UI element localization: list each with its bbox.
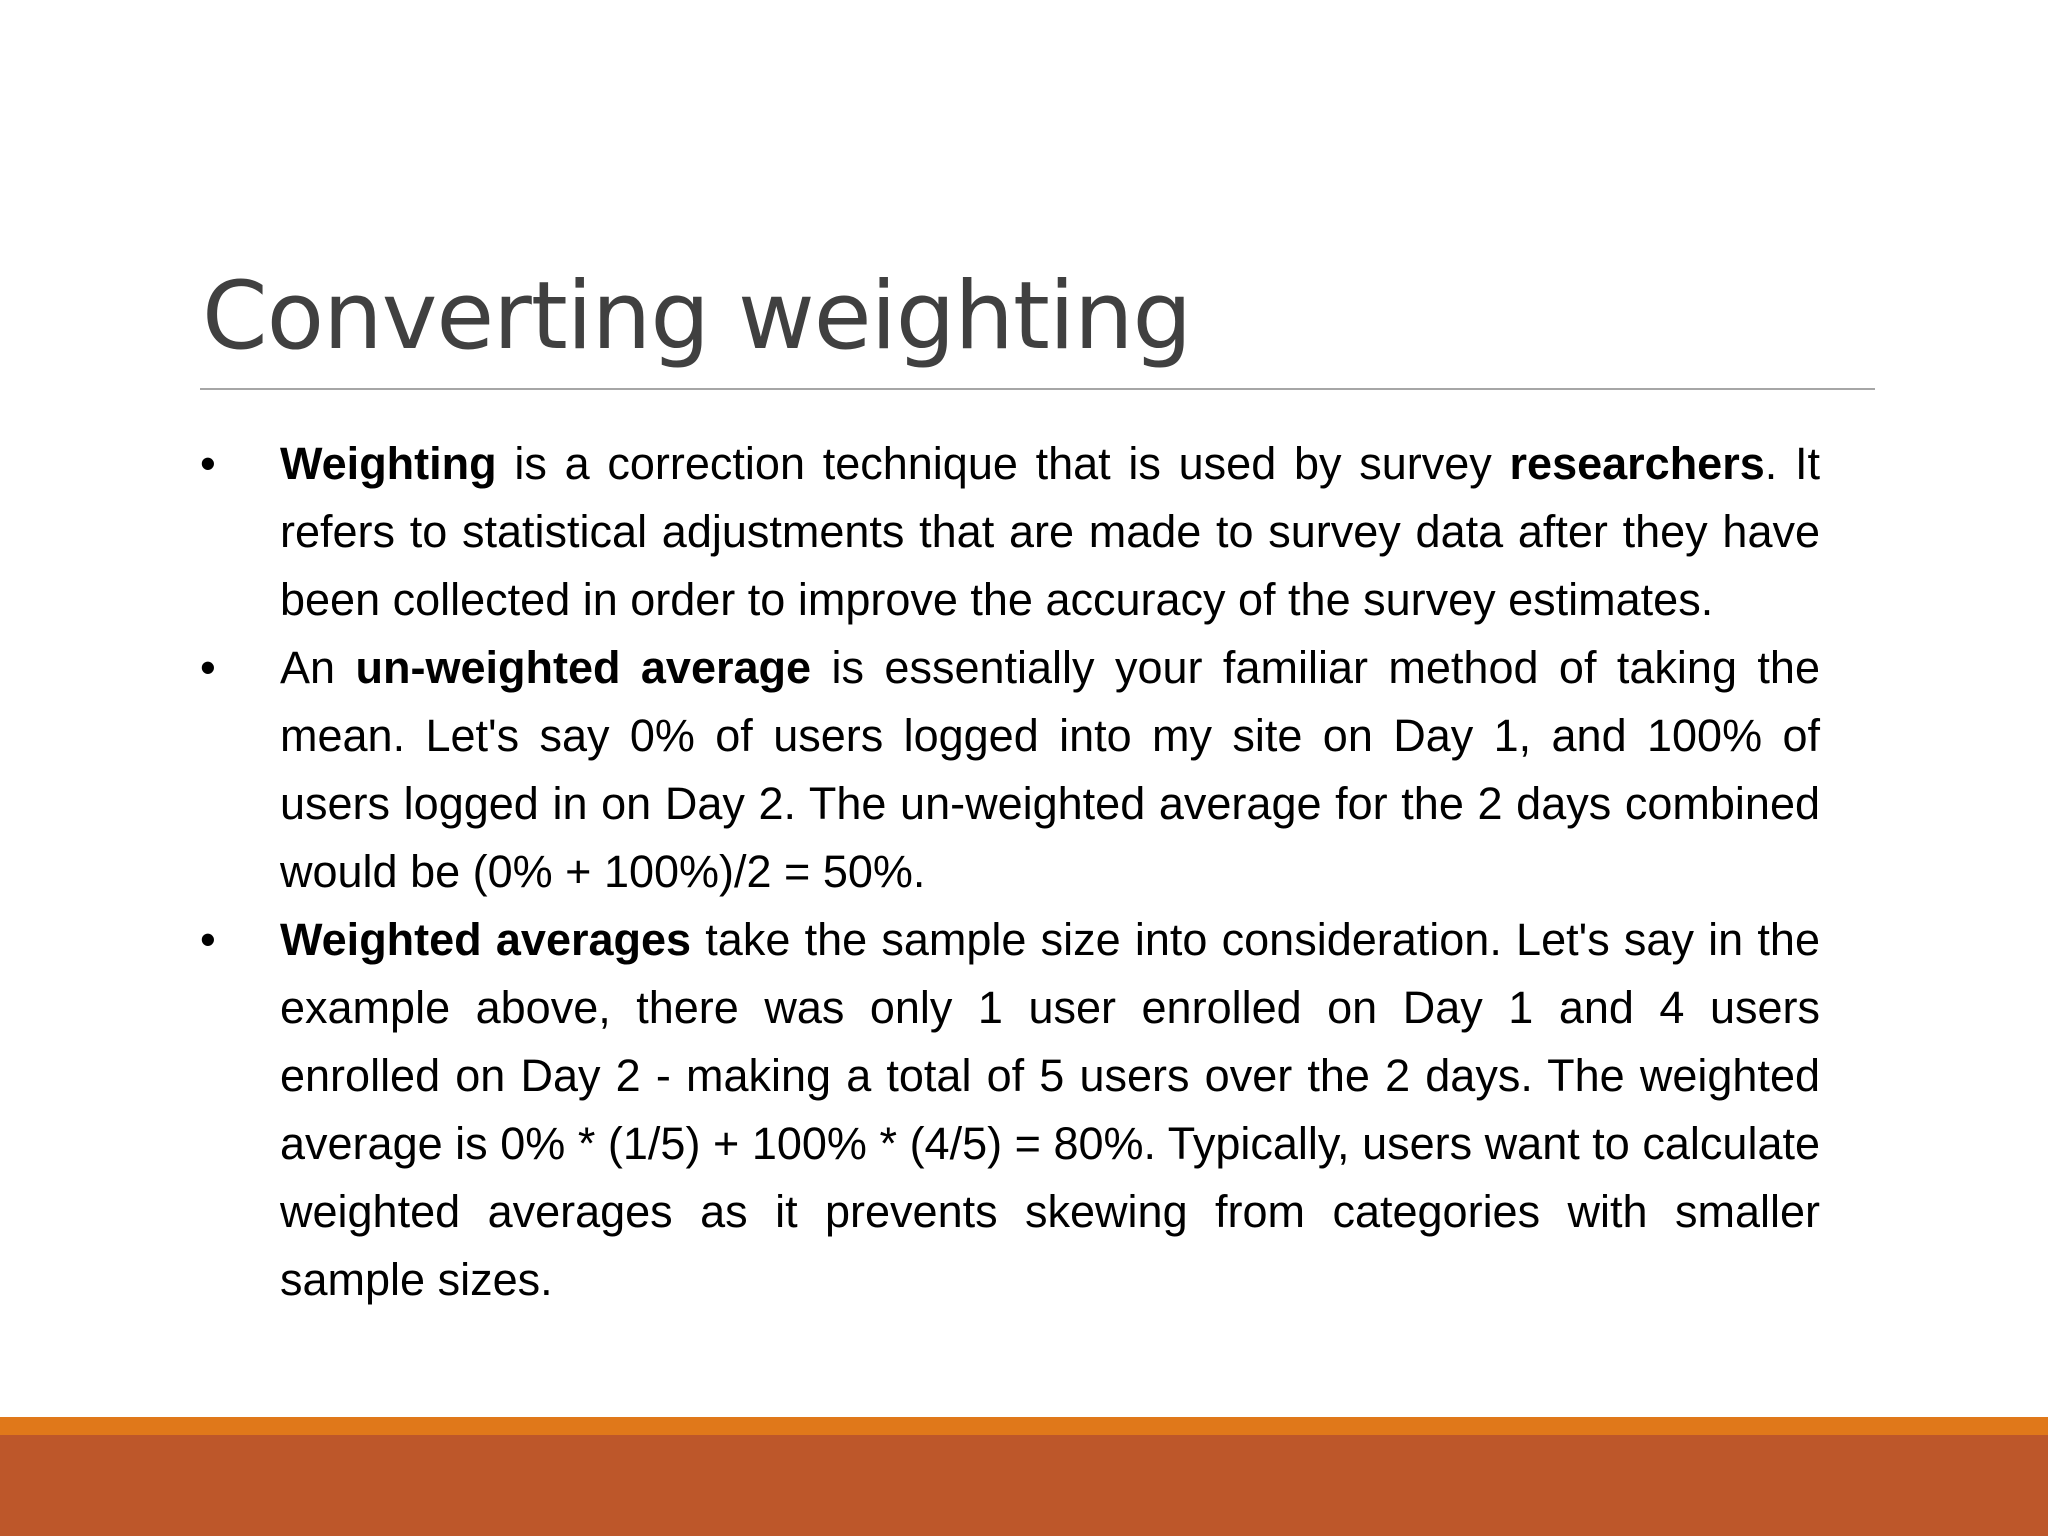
- bullet-icon: •: [200, 438, 216, 489]
- bullet-text: is a correction technique that is used by survey: [496, 438, 1510, 489]
- term-unweighted-average: un-weighted average: [355, 642, 812, 693]
- bullet-item-weighted-averages: [200, 906, 1820, 1314]
- term-weighting: Weighting: [280, 438, 497, 489]
- bullet-item-unweighted-average: [200, 634, 1820, 906]
- bullet-icon: •: [200, 642, 216, 693]
- bullet-text: take the sample size into consideration. Let's say in the example above, there was only 1 user enrolled on Day 1 and 4 users enrolled on Day 2 - making a total of 5 users over the 2 days. The weighted average is 0% * (1/5) + 100% * (4/5) = 80%. Typically, users want to calculate weighted averages as it prevents skewing from categories with smaller sample sizes.: [280, 914, 1820, 1305]
- bullet-text: is essentially your familiar method of taking the mean. Let's say 0% of users logged into my site on Day 1, and 100% of users logged in on Day 2. The un-weighted average for the 2 days combined would be (0% + 100%)/2 = 50%.: [280, 642, 1820, 897]
- bullet-text: An: [280, 642, 356, 693]
- bullet-icon: •: [200, 914, 216, 965]
- term-researchers: researchers: [1509, 438, 1765, 489]
- term-weighted-averages: Weighted averages: [280, 914, 692, 965]
- title-divider: [200, 388, 1875, 390]
- footer-accent-bar-rust: [0, 1435, 2048, 1536]
- footer-accent-bar-orange: [0, 1417, 2048, 1435]
- bullet-text: . It refers to statistical adjustments that are made to survey data after they have been collected in order to improve the accuracy of the survey estimates.: [280, 438, 1820, 625]
- bullet-list: [200, 430, 1820, 1314]
- bullet-item-weighting: [200, 430, 1820, 634]
- slide-title: Converting weighting: [202, 262, 1192, 371]
